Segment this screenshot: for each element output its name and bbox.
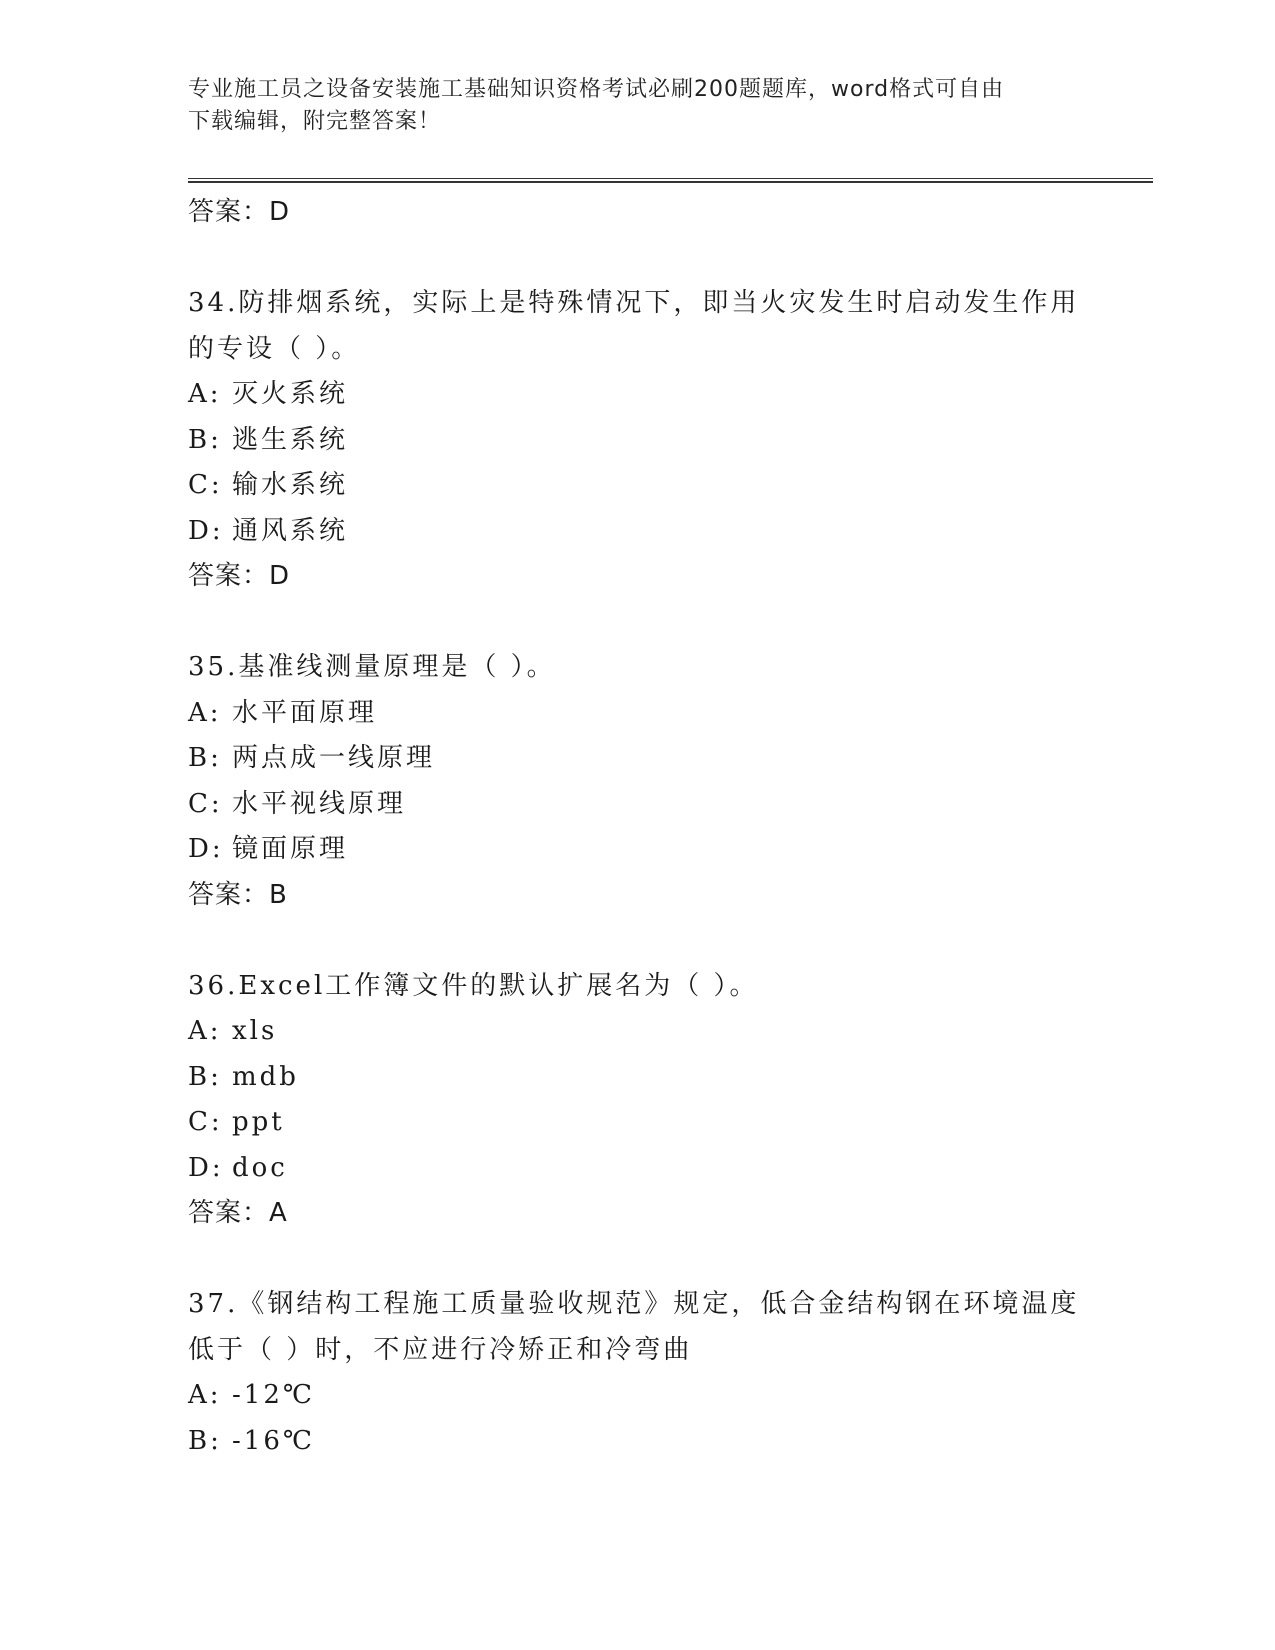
option-letter: C: <box>188 1107 223 1137</box>
option-letter: B: <box>188 743 222 773</box>
spacer <box>188 918 1088 964</box>
question-37 <box>188 1282 1088 1464</box>
header-title-line2: 下载编辑，附完整答案！ <box>188 109 442 134</box>
option-text: 逃生系统 <box>232 424 349 455</box>
option-letter: D: <box>188 515 224 546</box>
option-letter: B: <box>188 1061 222 1092</box>
question-35-option-a <box>188 691 1088 737</box>
option-text: -12℃ <box>232 1380 315 1410</box>
header-divider <box>188 178 1153 183</box>
option-letter: A: <box>188 379 222 409</box>
spacer <box>188 600 1088 646</box>
option-letter: D: <box>188 1152 224 1183</box>
option-letter: D: <box>188 834 224 864</box>
question-35-text-line1: 35.基准线测量原理是（ ）。 <box>188 652 556 682</box>
option-letter: A: <box>188 697 222 728</box>
header-title-line1: 专业施工员之设备安装施工基础知识资格考试必刷200题题库，word格式可自由 <box>188 77 1005 102</box>
question-34-text-line1: 34.防排烟系统，实际上是特殊情况下，即当火灾发生时启动发生作用 <box>188 288 1080 318</box>
option-text: 灭火系统 <box>232 379 349 409</box>
question-34-text-line2: 的专设（ ）。 <box>188 333 361 364</box>
answer-35: 答案：B <box>188 879 288 910</box>
question-34-option-d <box>188 509 1088 555</box>
question-34-option-c <box>188 463 1088 509</box>
question-34-option-a <box>188 372 1088 418</box>
option-letter: A: <box>188 1016 222 1046</box>
option-text: 通风系统 <box>232 515 349 546</box>
option-text: 两点成一线原理 <box>232 743 436 773</box>
question-36-option-d <box>188 1146 1088 1192</box>
question-36-option-c <box>188 1100 1088 1146</box>
answer-33: 答案：D <box>188 197 291 227</box>
question-35-option-b <box>188 736 1088 782</box>
question-36 <box>188 964 1088 1237</box>
option-text: 水平视线原理 <box>232 788 407 819</box>
option-text: 镜面原理 <box>232 834 349 864</box>
answer-34: 答案：D <box>188 561 291 591</box>
spacer <box>188 1237 1088 1283</box>
option-letter: B: <box>188 1425 222 1456</box>
question-37-option-a <box>188 1373 1088 1419</box>
question-37-text-line1: 37.《钢结构工程施工质量验收规范》规定，低合金结构钢在环境温度 <box>188 1289 1080 1319</box>
question-list <box>188 190 1088 1464</box>
option-letter: A: <box>188 1380 222 1410</box>
option-text: ppt <box>232 1107 285 1137</box>
question-37-option-b <box>188 1419 1088 1465</box>
option-text: 水平面原理 <box>232 697 378 728</box>
question-34-option-b <box>188 418 1088 464</box>
question-34 <box>188 281 1088 600</box>
answer-36: 答案：A <box>188 1198 288 1228</box>
page-header <box>188 74 1068 138</box>
question-36-option-a <box>188 1009 1088 1055</box>
option-text: -16℃ <box>232 1425 315 1456</box>
spacer <box>188 236 1088 282</box>
question-35 <box>188 645 1088 918</box>
option-text: 输水系统 <box>232 470 349 500</box>
question-36-option-b <box>188 1055 1088 1101</box>
option-text: doc <box>232 1152 288 1183</box>
option-letter: C: <box>188 788 223 819</box>
option-letter: C: <box>188 470 223 500</box>
option-letter: B: <box>188 424 222 455</box>
option-text: mdb <box>232 1061 299 1092</box>
question-35-option-c <box>188 782 1088 828</box>
option-text: xls <box>232 1016 278 1046</box>
question-35-option-d <box>188 827 1088 873</box>
question-36-text-line1: 36.Excel工作簿文件的默认扩展名为（ ）。 <box>188 970 759 1001</box>
question-37-text-line2: 低于（ ）时，不应进行冷矫正和冷弯曲 <box>188 1334 693 1365</box>
